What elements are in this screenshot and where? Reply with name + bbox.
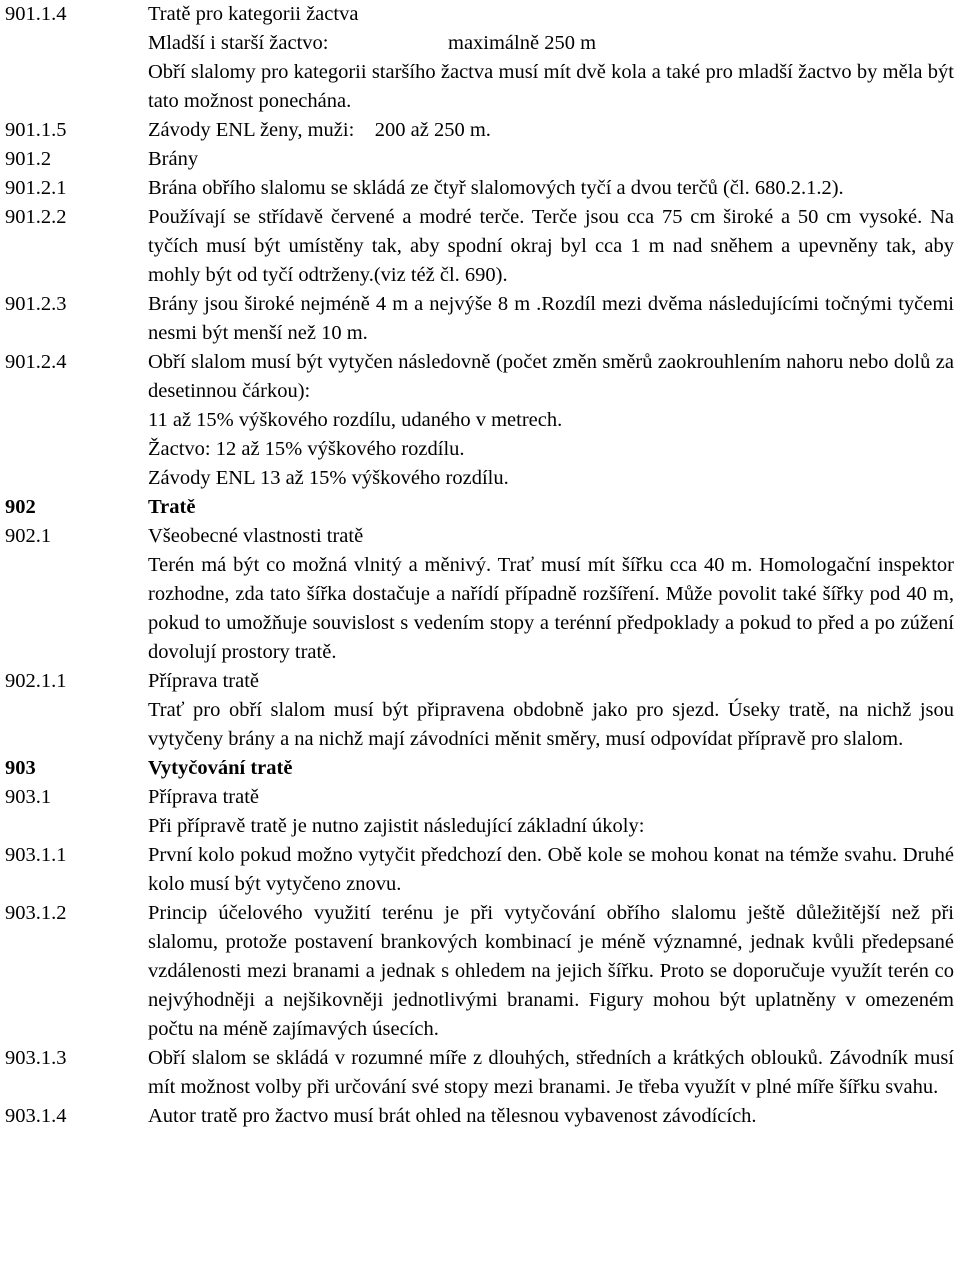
section-number: 901.1.5 [5, 119, 67, 141]
text-line: Příprava tratě [148, 786, 259, 808]
line-label: Mladší i starší žactvo: [148, 32, 329, 54]
text-line: Závody ENL ženy, muži: 200 až 250 m. [148, 119, 491, 141]
document-entry [5, 754, 954, 783]
document-entry [5, 0, 954, 29]
section-number: 903.1 [5, 786, 52, 808]
section-heading: Vytyčování tratě [148, 757, 293, 779]
text-lines [148, 522, 954, 551]
section-number: 903.1.1 [5, 844, 67, 866]
document-entry [5, 899, 954, 1044]
document-entry [5, 493, 954, 522]
section-number: 903.1.2 [5, 902, 67, 924]
section-number: 901.2.4 [5, 351, 67, 373]
document-entry [5, 203, 954, 290]
document-entry [5, 348, 954, 406]
text-lines [148, 0, 954, 29]
document-entry [5, 1044, 954, 1102]
text-line: Tratě pro kategorii žactva [148, 3, 359, 25]
section-heading: Tratě [148, 496, 196, 518]
section-number: 903 [5, 757, 36, 779]
text-line: 11 až 15% výškového rozdílu, udaného v metrech. [148, 409, 563, 431]
section-number: 903.1.4 [5, 1105, 67, 1127]
paragraph-text: Princip účelového využití terénu je při vytyčování obřího slalomu ještě důležitější než při slalomu, protože postavení brankových kombinací je méně významné, jednak kvůli předepsané vzdálenosti mezi branami a jednak s ohledem na jejich šířku. Proto se doporučuje využít terén co nejvýhodněji a nejšikovněji jednotlivými branami. Figury mohou být uplatněny v omezeném počtu na méně zajímavých úsecích. [148, 902, 954, 1040]
paragraph-text: Terén má být co možná vlnitý a měnivý. Trať musí mít šířku cca 40 m. Homologační inspektor rozhodne, zda tato šířka dostačuje a nařídí případně rozšíření. Může povolit také šířky pod 40 m, pokud to umožňuje souvislost s vedením stopy a terénní předpoklady a pokud to před a po zúžení dovolují prostory tratě. [148, 554, 954, 663]
paragraph-text: Brány jsou široké nejméně 4 m a nejvýše 8 m .Rozdíl mezi dvěma následujícími točnými tyčemi nesmi být menší než 10 m. [148, 293, 954, 344]
paragraph-text: Obří slalom se skládá v rozumné míře z dlouhých, středních a krátkých oblouků. Závodník musí mít možnost volby při určování své stopy mezi branami. Je třeba využít v plné míře šířku svahu. [148, 1047, 954, 1098]
text-lines [148, 406, 954, 493]
document-entry [5, 406, 954, 493]
document-entry [5, 116, 954, 145]
text-lines [148, 783, 954, 841]
paragraph-text: Obří slalom musí být vytyčen následovně (počet změn směrů zaokrouhlením nahoru nebo dolů za desetinnou čárkou): [148, 351, 954, 402]
document-entry [5, 696, 954, 754]
text-lines [148, 145, 954, 174]
document-entry [5, 841, 954, 899]
text-line: Závody ENL 13 až 15% výškového rozdílu. [148, 467, 509, 489]
paragraph-text: Obří slalomy pro kategorii staršího žactva musí mít dvě kola a také pro mladší žactvo by měla být tato možnost ponechána. [148, 61, 954, 112]
text-lines [148, 116, 954, 145]
paragraph-text: Brána obřího slalomu se skládá ze čtyř slalomových tyčí a dvou terčů (čl. 680.2.1.2). [148, 177, 844, 199]
document-entry [5, 667, 954, 696]
document-entry [5, 29, 954, 58]
document-entry [5, 58, 954, 116]
text-lines [148, 1102, 954, 1131]
document-entry [5, 174, 954, 203]
text-line: Autor tratě pro žactvo musí brát ohled na tělesnou vybavenost závodících. [148, 1105, 757, 1127]
section-number: 901.2.3 [5, 293, 67, 315]
document-entry [5, 290, 954, 348]
text-line: Žactvo: 12 až 15% výškového rozdílu. [148, 438, 465, 460]
section-number: 901.2.1 [5, 177, 67, 199]
text-line: Příprava tratě [148, 670, 259, 692]
section-number: 902 [5, 496, 36, 518]
text-lines [148, 667, 954, 696]
document-entry [5, 783, 954, 841]
section-number: 902.1.1 [5, 670, 67, 692]
text-line: Při přípravě tratě je nutno zajistit následující základní úkoly: [148, 815, 645, 837]
paragraph-text: První kolo pokud možno vytyčit předchozí den. Obě kole se mohou konat na témže svahu. Druhé kolo musí být vytyčeno znovu. [148, 844, 954, 895]
line-value: maximálně 250 m [448, 32, 597, 54]
section-number: 901.1.4 [5, 3, 67, 25]
label-value-line [148, 29, 954, 58]
text-line: Brány [148, 148, 199, 170]
paragraph-text: Používají se střídavě červené a modré terče. Terče jsou cca 75 cm široké a 50 cm vysoké. Na tyčích musí být umístěny tak, aby spodní okraj byl cca 1 m nad sněhem a upevněny tak, aby mohly být od tyčí odtrženy.(viz též čl. 690). [148, 206, 954, 286]
section-number: 901.2 [5, 148, 52, 170]
document-entry [5, 522, 954, 551]
paragraph-text: Trať pro obří slalom musí být připravena obdobně jako pro sjezd. Úseky tratě, na nichž jsou vytyčeny brány a na nichž mají závodníci měnit směry, musí odpovídat přípravě pro slalom. [148, 699, 954, 750]
document-entry [5, 145, 954, 174]
section-number: 903.1.3 [5, 1047, 67, 1069]
text-line: Všeobecné vlastnosti tratě [148, 525, 364, 547]
document-entry [5, 551, 954, 667]
section-number: 901.2.2 [5, 206, 67, 228]
section-number: 902.1 [5, 525, 52, 547]
document-entry [5, 1102, 954, 1131]
